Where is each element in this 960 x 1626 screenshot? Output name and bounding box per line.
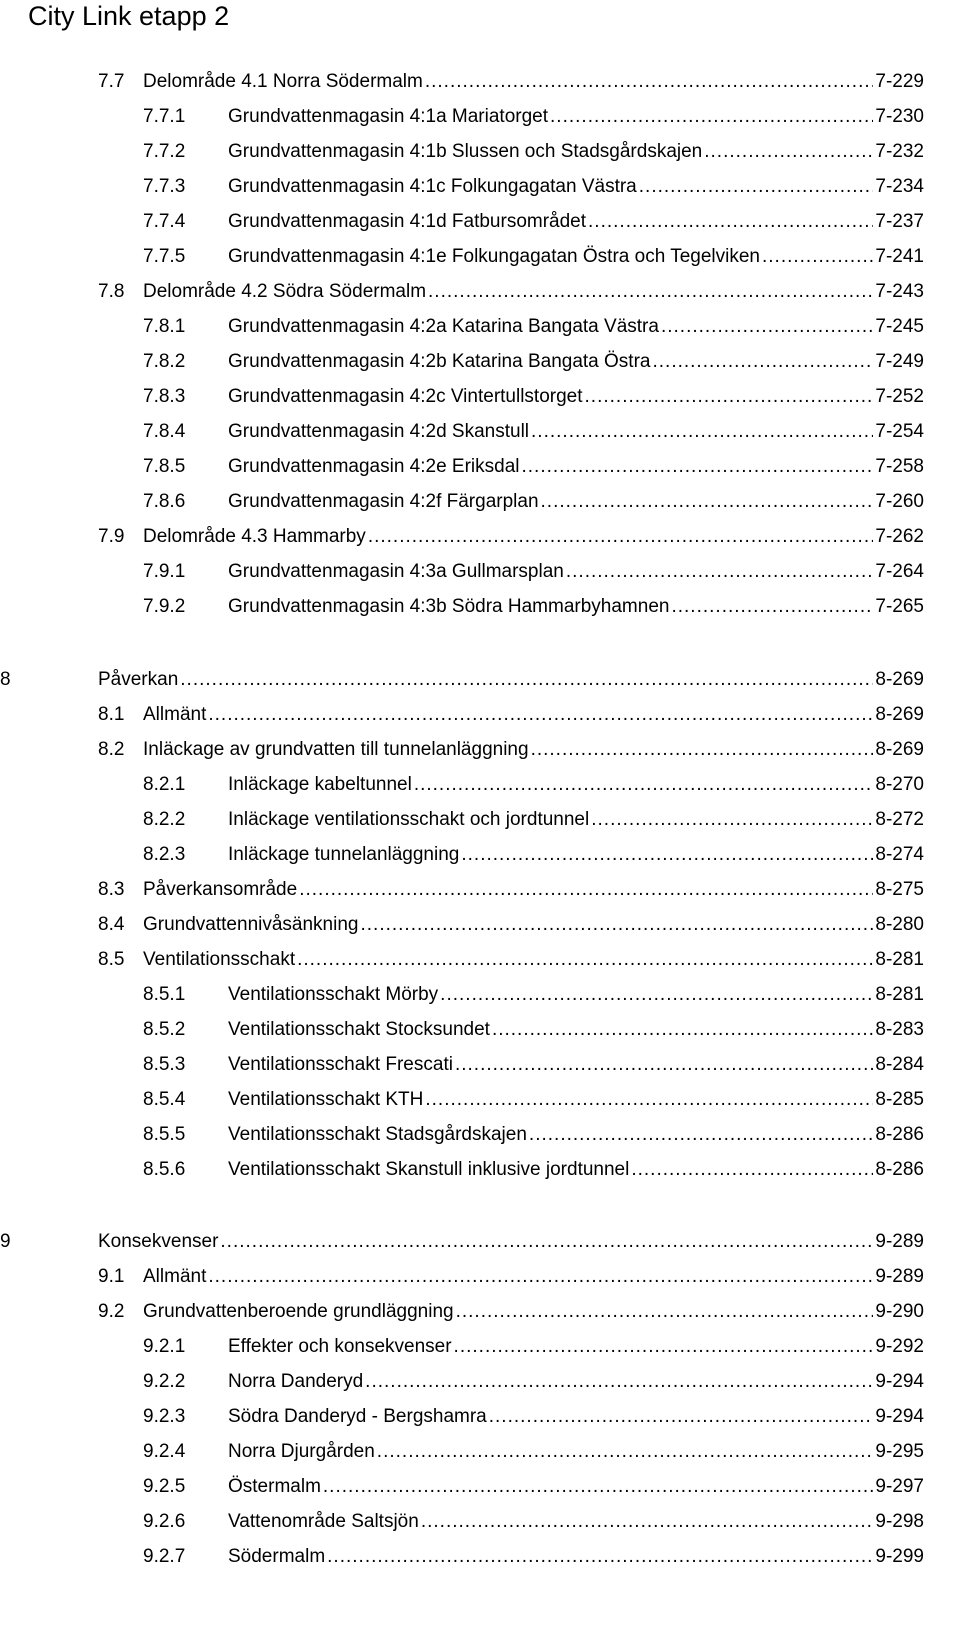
toc-entry-number: 8.3 [98,879,125,900]
toc-entry-body [228,417,924,447]
toc-dot-leader [425,1085,873,1115]
toc-entry-body [228,1367,924,1397]
toc-entry-page: 9-292 [875,1336,924,1357]
toc-entry[interactable] [0,242,960,272]
toc-entry-page: 9-297 [875,1476,924,1497]
toc-entry-body [228,770,924,800]
toc-entry-page: 7-264 [875,561,924,582]
toc-entry[interactable] [0,1227,960,1257]
toc-entry-number: 7.8.3 [143,386,186,407]
toc-dot-leader [180,665,873,695]
toc-entry[interactable] [0,207,960,237]
toc-entry-page: 8-275 [875,879,924,900]
toc-entry[interactable] [0,875,960,905]
toc-dot-leader [414,770,874,800]
toc-entry-body [228,382,924,412]
toc-entry[interactable] [0,665,960,695]
toc-entry[interactable] [0,382,960,412]
toc-entry[interactable] [0,452,960,482]
toc-entry-title: Östermalm [228,1476,321,1497]
toc-entry-page: 7-258 [875,456,924,477]
toc-entry-number: 7.8.2 [143,351,186,372]
toc-entry-number: 8.2 [98,739,125,760]
toc-entry-title: Grundvattenmagasin 4:3a Gullmarsplan [228,561,564,582]
toc-entry-title: Inläckage av grundvatten till tunnelanläggning [143,739,529,760]
toc-entry-body [228,805,924,835]
toc-entry-body [143,945,924,975]
toc-entry-body [228,1472,924,1502]
toc-dot-leader [566,557,874,587]
toc-dot-leader [492,1015,873,1045]
toc-entry-number: 9.2 [98,1301,125,1322]
toc-entry-number: 7.7.4 [143,211,186,232]
toc-entry-number: 7.8.6 [143,491,186,512]
toc-entry-title: Grundvattenberoende grundläggning [143,1301,454,1322]
toc-entry-body [228,312,924,342]
toc-dot-leader [360,910,873,940]
toc-entry[interactable] [0,770,960,800]
toc-entry[interactable] [0,700,960,730]
toc-dot-leader [365,1367,873,1397]
toc-entry-number: 8.4 [98,914,125,935]
toc-dot-leader [421,1507,874,1537]
toc-dot-leader [455,1050,873,1080]
toc-dot-leader [762,242,873,272]
toc-entry-title: Påverkan [98,669,179,690]
toc-entry[interactable] [0,1262,960,1292]
toc-entry[interactable] [0,347,960,377]
toc-entry[interactable] [0,1120,960,1150]
toc-entry[interactable] [0,980,960,1010]
toc-dot-leader [297,945,873,975]
toc-entry-title: Grundvattenmagasin 4:2f Färgarplan [228,491,539,512]
toc-entry-page: 8-281 [875,984,924,1005]
toc-entry-number: 7.7.5 [143,246,186,267]
toc-entry-number: 7.8 [98,281,125,302]
toc-entry[interactable] [0,1367,960,1397]
toc-entry-page: 8-270 [875,774,924,795]
toc-entry-number: 9 [0,1231,11,1252]
toc-entry-title: Delområde 4.2 Södra Södermalm [143,281,427,302]
toc-entry-body [228,487,924,517]
toc-dot-leader [522,452,874,482]
toc-dot-leader [585,382,874,412]
toc-entry-title: Ventilationsschakt KTH [228,1089,424,1110]
toc-dot-leader [541,487,874,517]
toc-entry-title: Grundvattenmagasin 4:1a Mariatorget [228,106,549,127]
toc-entry-number: 7.9 [98,526,125,547]
toc-entry-title: Grundvattenmagasin 4:2c Vintertullstorget [228,386,583,407]
toc-entry[interactable] [0,1155,960,1185]
toc-dot-leader [489,1402,874,1432]
toc-dot-leader [591,805,873,835]
toc-dot-leader [631,1155,873,1185]
toc-entry-body [228,347,924,377]
toc-entry-title: Ventilationsschakt [143,949,296,970]
toc-entry-title: Grundvattenmagasin 4:2b Katarina Bangata Östra [228,351,651,372]
toc-dot-leader [323,1472,873,1502]
toc-entry-number: 9.2.1 [143,1336,186,1357]
toc-dot-leader [299,875,873,905]
toc-entry-page: 8-272 [875,809,924,830]
toc-entry[interactable] [0,67,960,97]
toc-entry-body [228,557,924,587]
toc-entry-title: Påverkansområde [143,879,298,900]
toc-entry-body [228,207,924,237]
toc-entry-number: 8.2.2 [143,809,186,830]
toc-entry-page: 7-254 [875,421,924,442]
toc-entry-body [228,1402,924,1432]
toc-entry-page: 8-280 [875,914,924,935]
toc-entry[interactable] [0,1507,960,1537]
toc-entry-number: 8.5.4 [143,1089,186,1110]
toc-entry-body [228,1050,924,1080]
toc-entry-number: 9.2.6 [143,1511,186,1532]
toc-entry-body [228,1437,924,1467]
toc-entry-number: 8.2.3 [143,844,186,865]
toc-entry-page: 8-269 [875,704,924,725]
toc-entry-page: 8-269 [875,669,924,690]
toc-entry-title: Inläckage ventilationsschakt och jordtunnel [228,809,590,830]
toc-entry-body [143,700,924,730]
toc-entry-body [228,1155,924,1185]
toc-entry-page: 8-286 [875,1124,924,1145]
toc-entry[interactable] [0,172,960,202]
toc-entry-title: Grundvattenmagasin 4:2a Katarina Bangata Västra [228,316,659,337]
toc-entry-page: 7-262 [875,526,924,547]
toc-entry[interactable] [0,1015,960,1045]
toc-entry-number: 7.9.1 [143,561,186,582]
toc-entry-page: 8-286 [875,1159,924,1180]
toc-entry-page: 7-243 [875,281,924,302]
toc-dot-leader [588,207,873,237]
toc-entry-page: 8-283 [875,1019,924,1040]
toc-entry[interactable] [0,1472,960,1502]
toc-entry[interactable] [0,1050,960,1080]
toc-entry-page: 7-260 [875,491,924,512]
toc-dot-leader [425,67,874,97]
toc-entry[interactable] [0,277,960,307]
toc-entry-number: 9.2.7 [143,1546,186,1567]
toc-entry-number: 7.8.4 [143,421,186,442]
toc-entry-title: Grundvattenmagasin 4:1c Folkungagatan Västra [228,176,637,197]
toc-entry-page: 7-232 [875,141,924,162]
toc-entry-number: 9.2.2 [143,1371,186,1392]
toc-entry[interactable] [0,1542,960,1572]
toc-entry-page: 9-294 [875,1371,924,1392]
toc-entry[interactable] [0,522,960,552]
toc-entry-number: 8.5.3 [143,1054,186,1075]
toc-entry[interactable] [0,1437,960,1467]
toc-dot-leader [671,592,873,622]
toc-entry-number: 7.8.5 [143,456,186,477]
toc-entry-number: 7.7.1 [143,106,186,127]
toc-entry-title: Allmänt [143,704,207,725]
toc-entry-number: 8.5.5 [143,1124,186,1145]
toc-entry-title: Inläckage kabeltunnel [228,774,412,795]
toc-entry[interactable] [0,945,960,975]
toc-entry-page: 7-249 [875,351,924,372]
toc-entry-title: Södra Danderyd - Bergshamra [228,1406,487,1427]
toc-entry-number: 8.5.1 [143,984,186,1005]
toc-entry-title: Delområde 4.3 Hammarby [143,526,366,547]
toc-entry[interactable] [0,1297,960,1327]
toc-entry-title: Grundvattenmagasin 4:1e Folkungagatan Östra och Tegelviken [228,246,760,267]
toc-entry[interactable] [0,910,960,940]
toc-entry-page: 7-245 [875,316,924,337]
toc-entry-page: 9-289 [875,1231,924,1252]
toc-entry-body [228,1085,924,1115]
toc-entry-body [143,67,924,97]
toc-entry-number: 9.2.5 [143,1476,186,1497]
toc-entry[interactable] [0,1332,960,1362]
toc-entry-number: 7.9.2 [143,596,186,617]
toc-entry-body [143,735,924,765]
toc-entry-page: 8-281 [875,949,924,970]
toc-entry-number: 7.7.3 [143,176,186,197]
toc-entry[interactable] [0,137,960,167]
toc-dot-leader [529,1120,873,1150]
toc-entry-body [143,522,924,552]
toc-dot-leader [531,735,874,765]
toc-dot-leader [208,700,873,730]
toc-entry-number: 7.7.2 [143,141,186,162]
toc-dot-leader [428,277,873,307]
toc-entry-body [228,592,924,622]
toc-entry[interactable] [0,102,960,132]
toc-dot-leader [368,522,874,552]
toc-entry-title: Grundvattenmagasin 4:1d Fatbursområdet [228,211,587,232]
toc-entry-page: 9-289 [875,1266,924,1287]
toc-entry-body [143,875,924,905]
toc-dot-leader [652,347,873,377]
toc-entry-body [143,910,924,940]
toc-dot-leader [704,137,873,167]
toc-entry[interactable] [0,487,960,517]
toc-dot-leader [327,1542,873,1572]
toc-entry-number: 9.2.3 [143,1406,186,1427]
toc-entry-title: Effekter och konsekvenser [228,1336,452,1357]
toc-entry-title: Grundvattenmagasin 4:2d Skanstull [228,421,530,442]
toc-entry[interactable] [0,805,960,835]
toc-entry-page: 7-252 [875,386,924,407]
toc-entry-page: 7-265 [875,596,924,617]
toc-entry-body [228,840,924,870]
toc-entry-number: 8 [0,669,11,690]
toc-entry-page: 8-285 [875,1089,924,1110]
toc-entry-page: 8-269 [875,739,924,760]
toc-entry[interactable] [0,417,960,447]
toc-entry-number: 7.7 [98,71,125,92]
toc-entry[interactable] [0,1085,960,1115]
toc-entry-body [228,1507,924,1537]
toc-entry-page: 9-290 [875,1301,924,1322]
toc-dot-leader [208,1262,873,1292]
toc-entry-page: 8-274 [875,844,924,865]
toc-entry-title: Södermalm [228,1546,326,1567]
toc-entry-number: 8.5.2 [143,1019,186,1040]
toc-entry-body [143,277,924,307]
toc-entry-body [228,172,924,202]
toc-entry[interactable] [0,557,960,587]
toc-entry-number: 7.8.1 [143,316,186,337]
toc-entry-body [143,1297,924,1327]
toc-entry-title: Norra Djurgården [228,1441,375,1462]
toc-entry-body [228,980,924,1010]
toc-dot-leader [661,312,873,342]
toc-entry-page: 7-229 [875,71,924,92]
toc-entry-title: Ventilationsschakt Stadsgårdskajen [228,1124,527,1145]
toc-entry-title: Ventilationsschakt Stocksundet [228,1019,490,1040]
toc-entry-body [228,1542,924,1572]
toc-entry-body [228,1120,924,1150]
toc-entry-page: 7-241 [875,246,924,267]
toc-entry-number: 8.5.6 [143,1159,186,1180]
toc-entry-page: 9-295 [875,1441,924,1462]
toc-entry-page: 9-294 [875,1406,924,1427]
toc-dot-leader [377,1437,874,1467]
toc-entry[interactable] [0,592,960,622]
toc-entry-number: 8.5 [98,949,125,970]
toc-entry[interactable] [0,735,960,765]
toc-entry-page: 9-298 [875,1511,924,1532]
toc-entry-title: Inläckage tunnelanläggning [228,844,460,865]
toc-dot-leader [531,417,873,447]
toc-entry[interactable] [0,312,960,342]
toc-entry-title: Grundvattenmagasin 4:2e Eriksdal [228,456,520,477]
toc-entry-number: 8.1 [98,704,125,725]
toc-entry-number: 8.2.1 [143,774,186,795]
toc-entry-body [228,137,924,167]
toc-entry-page: 9-299 [875,1546,924,1567]
toc-entry-body [228,1332,924,1362]
toc-dot-leader [456,1297,874,1327]
toc-entry-body [98,1227,924,1257]
toc-dot-leader [220,1227,873,1257]
toc-entry-body [143,1262,924,1292]
toc-entry-number: 9.2.4 [143,1441,186,1462]
toc-entry-title: Vattenområde Saltsjön [228,1511,419,1532]
toc-entry[interactable] [0,840,960,870]
toc-entry-title: Delområde 4.1 Norra Södermalm [143,71,423,92]
toc-entry-page: 8-284 [875,1054,924,1075]
toc-entry-title: Ventilationsschakt Mörby [228,984,439,1005]
toc-entry-title: Grundvattenmagasin 4:1b Slussen och Stadsgårdskajen [228,141,703,162]
toc-entry-body [228,1015,924,1045]
toc-entry-title: Ventilationsschakt Skanstull inklusive jordtunnel [228,1159,630,1180]
toc-dot-leader [550,102,873,132]
toc-entry-body [228,102,924,132]
toc-entry-page: 7-237 [875,211,924,232]
toc-entry-title: Konsekvenser [98,1231,219,1252]
toc-entry-title: Ventilationsschakt Frescati [228,1054,453,1075]
toc-entry-title: Grundvattenmagasin 4:3b Södra Hammarbyhamnen [228,596,670,617]
toc-dot-leader [639,172,874,202]
toc-dot-leader [440,980,873,1010]
toc-dot-leader [461,840,873,870]
toc-entry-page: 7-234 [875,176,924,197]
toc-entry-body [228,452,924,482]
page-title: City Link etapp 2 [28,1,230,31]
toc-entry-body [228,242,924,272]
toc-entry-title: Allmänt [143,1266,207,1287]
toc-entry-body [98,665,924,695]
toc-entry-number: 9.1 [98,1266,125,1287]
toc-entry-title: Norra Danderyd [228,1371,364,1392]
toc-dot-leader [454,1332,874,1362]
toc-entry[interactable] [0,1402,960,1432]
toc-entry-page: 7-230 [875,106,924,127]
toc-entry-title: Grundvattennivåsänkning [143,914,359,935]
